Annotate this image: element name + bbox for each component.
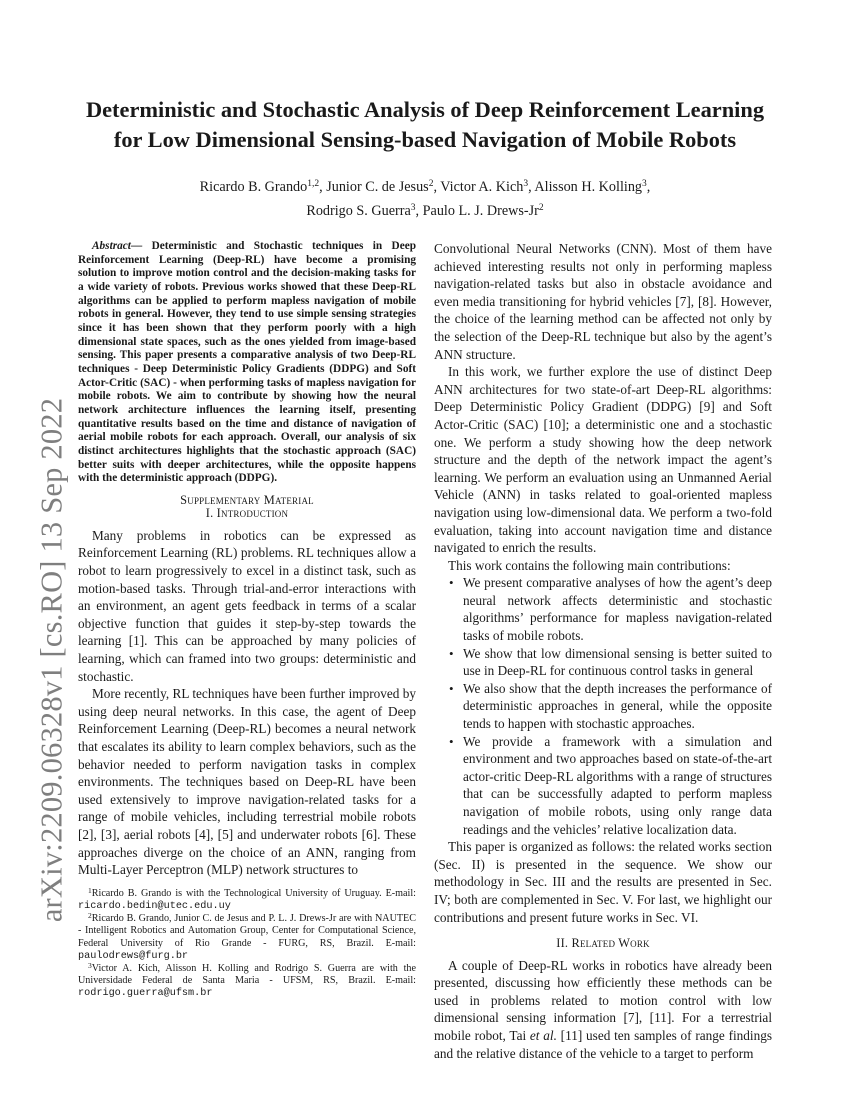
title-line-1: Deterministic and Stochastic Analysis of Deep Reinforcement Learning — [85, 97, 765, 122]
related-work-heading: II. Related Work — [556, 936, 650, 951]
author-line-2 — [60, 200, 790, 224]
affiliation-mark: 2 — [538, 203, 544, 213]
footnote-email[interactable]: rodrigo.guerra@ufsm.br — [78, 988, 213, 1000]
title-line-2: for Low Dimensional Sensing-based Navigation of Mobile Robots — [113, 127, 737, 152]
paragraph-text: A couple of Deep-RL works in robotics have already been presented, discussing how efficiently these methods can be used in problems related to motion control with low dimensional sensing information [7], [11]. For a terrestrial mobile robot, Tai — [434, 957, 772, 1044]
footnote-3 — [78, 960, 416, 1001]
intro-paragraph-4: In this work, we further explore the use of distinct Deep ANN architectures for two state-of-art Deep-RL algorithms: Deep Deterministic Policy Gradient (DDPG) [9] and Soft Actor-Critic (SAC) [10]; a deterministic one and a stochastic one. We perform a study showing how the deep network structure and the depth of the network impact the agent’s learning. We perform an evaluation using an Unmanned Aerial Vehicle (ANN) in tasks related to goal-oriented mapless navigation using low-dimensional data. We perform a two-fold evaluation, taking into account navigation time and distance navigated to enrich the results. — [434, 364, 772, 556]
intro-paragraph-2: More recently, RL techniques have been further improved by using deep neural networks. In this case, the agent of Deep Reinforcement Learning (Deep-RL) becomes a neural network that escalates its ability to learn complex behaviors, such as the behavior needed to perform navigation tasks in complex environments. The techniques based on Deep-RL have been used extensively to improve navigation-related tasks for a range of mobile vehicles, including terrestrial mobile robots [2], [3], aerial robots [4], [5] and underwater robots [6]. These approaches diverge on the choice of an ANN, ranging from Multi-Layer Perceptron (MLP) network structures to — [78, 686, 416, 878]
footnote-text: Victor A. Kich, Alisson H. Kolling and Rodrigo S. Guerra are with the Universidade Federal de Santa Maria - UFSM, RS, Brazil. E-mail: — [78, 962, 416, 987]
list-item — [434, 680, 772, 733]
footnote-text: Ricardo B. Grando is with the Technological University of Uruguay. E-mail: — [91, 887, 416, 899]
contributions-lead: This work contains the following main contributions: — [448, 557, 731, 573]
affiliation-mark: 3 — [523, 179, 529, 189]
list-item — [434, 733, 772, 839]
abstract-text: Deterministic and Stochastic techniques in Deep Reinforcement Learning (Deep-RL) have become a promising solution to improve motion control and the decision-making tasks for a wide variety of robots. Previous works showed that these Deep-RL algorithms can be applied to perform mapless navigation of mobile robots in general. However, they tend to use simple sensing strategies since it has been shown that they perform poorly with a high dimensional state spaces, such as the ones yielded from image-based sensing. This paper presents a comparative analysis of two Deep-RL techniques - Deep Deterministic Policy Gradients (DDPG) and Soft Actor-Critic (SAC) - when performing tasks of mapless navigation for mobile robots. We aim to contribute by showing how the neural network architecture influences the learning itself, presenting quantitative results based on the time and distance of navigation of aerial mobile robots for each approach. Overall, our analysis of six distinct architectures highlights that the stochastic approach (SAC) better suits with deeper architectures, while the opposite happens with the deterministic approach (DDPG). — [78, 240, 417, 485]
affiliation-mark: 2 — [428, 179, 434, 189]
footnotes — [78, 885, 416, 1001]
author-list — [60, 176, 790, 224]
list-item-text: We show that low dimensional sensing is better suited to use in Deep-RL for continuous control tasks in general — [463, 645, 772, 679]
abstract — [78, 240, 416, 486]
author-line-1 — [60, 176, 790, 200]
affiliation-mark: 3 — [410, 203, 416, 213]
footnote-email[interactable]: ricardo.bedin@utec.edu.uy — [78, 900, 231, 912]
intro-paragraph-1: Many problems in robotics can be expressed as Reinforcement Learning (RL) problems. RL techniques allow a robot to learn progressively to excel in a distinct task, such as motion-based tasks. Through trial-and-error interactions with an environment, an agent gets feedback in terms of a scalar objective function that guides it step-by-step towards the learning [1]. This can be approached by many policies of learning, which can framed into two groups: deterministic and stochastic. — [78, 527, 416, 684]
footnote-mark: 3 — [88, 960, 92, 970]
list-item — [434, 574, 772, 644]
list-item-text: We provide a framework with a simulation and environment and two approaches based on state-of-the-art actor-critic Deep-RL algorithms with a range of structures that can be successfully adapted to perform mapless navigation of mobile robots, using only range data readings and the vehicles’ relative localization data. — [463, 733, 772, 837]
abstract-dash: — — [130, 240, 152, 252]
intro-heading: I. Introduction — [205, 506, 289, 521]
author-name: Ricardo B. Grando — [199, 179, 308, 195]
footnote-1 — [78, 885, 416, 913]
author-name: , Alisson H. Kolling — [528, 179, 643, 195]
arxiv-identifier-stamp: arXiv:2209.06328v1 [cs.RO] 13 Sep 2022 — [34, 397, 69, 923]
bullet-glyph: • — [449, 645, 454, 661]
supplementary-heading: Supplementary Material — [180, 492, 314, 507]
author-name: Rodrigo S. Guerra — [306, 203, 411, 219]
footnote-text: Ricardo B. Grando, Junior C. de Jesus and P. L. J. Drews-Jr are with NAUTEC - Intelligent Robotics and Automation Group, Center for Computational Science, Federal University of Rio Grande - FURG, RS, Brazil. E-mail: — [78, 913, 416, 949]
paper-title — [60, 95, 790, 155]
author-name: , Junior C. de Jesus — [319, 179, 429, 195]
affiliation-mark: 3 — [642, 179, 647, 189]
emphasis-text: et al. — [529, 1028, 557, 1044]
list-item — [434, 645, 772, 680]
paragraph-text: [11] used ten samples of range findings and the relative distance of the vehicle to a target to perform — [434, 1028, 772, 1061]
footnote-email[interactable]: paulodrews@furg.br — [78, 950, 189, 962]
intro-paragraph-3: Convolutional Neural Networks (CNN). Most of them have achieved interesting results not only in performing mapless navigation-related tasks but also in obstacle avoidance and even media transitioning for hybrid vehicles [7], [8]. However, the choice of the learning method can be affected not only by the selection of the Deep-RL technique but also by the agent’s ANN structure. — [434, 241, 772, 362]
footnote-mark: 1 — [88, 885, 92, 895]
affiliation-mark: 1,2 — [307, 179, 320, 189]
footnote-2 — [78, 913, 416, 963]
author-name: , Paulo L. J. Drews-Jr — [415, 203, 539, 219]
organization-paragraph: This paper is organized as follows: the related works section (Sec. II) is presented in the sequence. We show our methodology in Sec. III and the results are presented in Sec. IV; both are complemented in Sec. V. For last, we highlight our contributions and present future works in Sec. VI. — [434, 839, 772, 925]
bullet-glyph: • — [449, 575, 454, 591]
bullet-glyph: • — [449, 733, 454, 749]
left-column — [78, 240, 416, 1001]
list-item-text: We present comparative analyses of how the agent’s deep neural network affects deterministic and stochastic algorithms’ performance for mapless navigation-related tasks of mobile robots. — [463, 575, 772, 644]
abstract-label: Abstract — [92, 240, 131, 252]
bullet-glyph: • — [449, 680, 454, 696]
author-name: , Victor A. Kich — [433, 179, 524, 195]
footnote-mark: 2 — [88, 911, 92, 921]
contributions-list — [434, 574, 772, 838]
list-item-text: We also show that the depth increases the performance of deterministic approaches in general, while the opposite tends to happen with stochastic approaches. — [463, 680, 772, 732]
related-work-paragraph — [434, 957, 772, 1063]
author-separator: , — [646, 179, 651, 195]
right-column — [434, 240, 772, 1062]
